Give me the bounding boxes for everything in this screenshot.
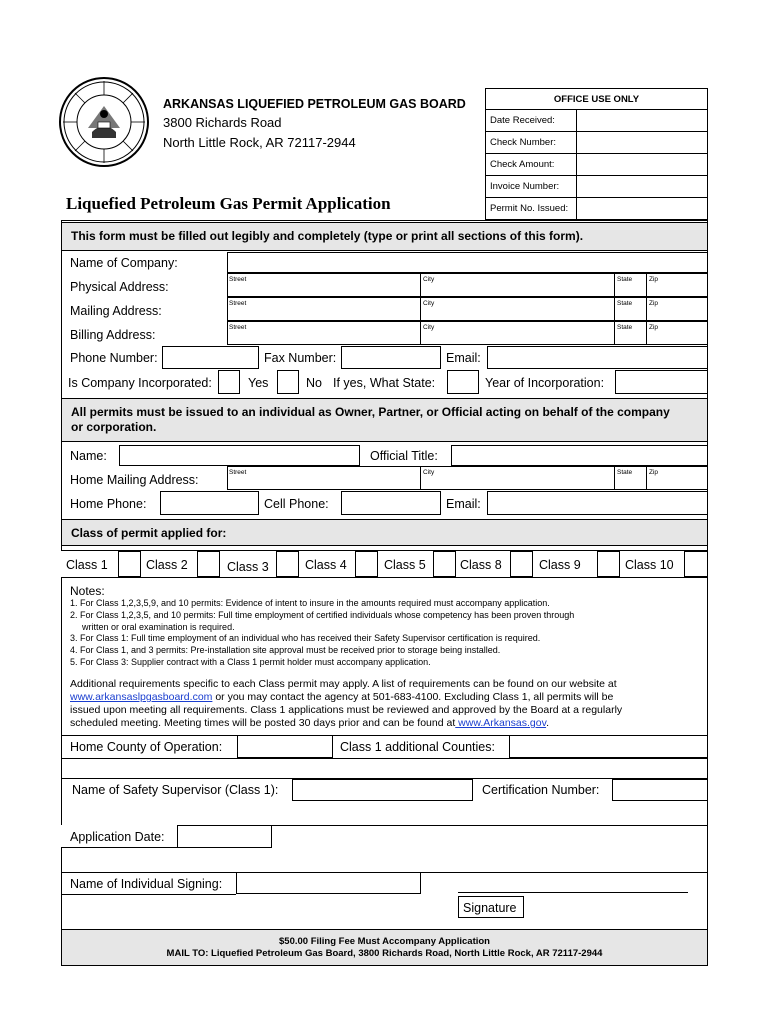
requirements-line-4 [70, 717, 706, 730]
class-8-label: Class 8 [460, 558, 502, 572]
class-10-checkbox[interactable] [684, 551, 708, 577]
website-link[interactable]: www.arkansaslpgasboard.com [70, 691, 213, 703]
mailing-address-field[interactable] [227, 297, 708, 321]
requirements-line-4-text: scheduled meeting. Meeting times will be posted 30 days prior and can be found at [70, 717, 456, 729]
requirements-line-3: issued upon meeting all requirements. Class 1 applications must be reviewed and approved by the Board at a regularly [70, 704, 623, 716]
home-county-label: Home County of Operation: [70, 740, 223, 754]
incorporation-year-label: Year of Incorporation: [485, 376, 605, 390]
incorporated-no-checkbox[interactable] [277, 370, 299, 394]
individual-signing-label: Name of Individual Signing: [70, 877, 223, 891]
incorporated-state-field[interactable] [447, 370, 479, 394]
phone-field[interactable] [162, 346, 259, 369]
class-3-checkbox[interactable] [276, 551, 299, 577]
physical-address-field[interactable] [227, 273, 708, 297]
class-2-label: Class 2 [146, 558, 188, 572]
arkansas-gov-link[interactable]: www.Arkansas.gov [455, 717, 547, 729]
requirements-paragraph [70, 678, 706, 730]
cell-phone-label: Cell Phone: [264, 497, 329, 511]
address-line-1: 3800 Richards Road [163, 115, 282, 130]
home-phone-field[interactable] [160, 491, 259, 515]
certification-field[interactable] [612, 779, 708, 801]
physical-address-label: Physical Address: [70, 280, 169, 294]
physical-state-hint: State [617, 276, 633, 283]
official-title-field[interactable] [451, 445, 708, 466]
physical-city-hint: City [423, 276, 435, 283]
class-4-checkbox[interactable] [355, 551, 378, 577]
mailing-zip-hint: Zip [649, 300, 659, 307]
class-5-label: Class 5 [384, 558, 426, 572]
class-9-checkbox[interactable] [597, 551, 620, 577]
company-email-label: Email: [446, 351, 481, 365]
cell-phone-field[interactable] [341, 491, 441, 515]
individual-email-label: Email: [446, 497, 481, 511]
note-2: 2. For Class 1,2,3,5, and 10 permits: Full time employment of certified individuals whose competency has been proven through [70, 610, 575, 620]
mailing-city-hint: City [423, 300, 435, 307]
home-street-hint: Street [229, 469, 247, 476]
home-state-hint: State [617, 469, 633, 476]
mailing-street-hint: Street [229, 300, 247, 307]
office-date-received: Date Received: [486, 110, 577, 132]
class-2-checkbox[interactable] [197, 551, 220, 577]
incorporation-year-field[interactable] [615, 370, 708, 394]
requirements-line-2 [70, 691, 706, 704]
incorporated-no-label: No [306, 376, 322, 390]
office-permit-issued: Permit No. Issued: [486, 198, 577, 220]
class-9-label: Class 9 [539, 558, 581, 572]
office-check-amount-field[interactable] [577, 154, 708, 176]
instructions-text: This form must be filled out legibly and completely (type or print all sections of this form). [71, 229, 584, 243]
class-1-label: Class 1 [66, 558, 108, 572]
requirements-line-2-text: or you may contact the agency at 501-683-4100. Excluding Class 1, all permits will be [212, 691, 614, 703]
billing-zip-hint: Zip [649, 324, 659, 331]
class-10-label: Class 10 [625, 558, 674, 572]
physical-street-hint: Street [229, 276, 247, 283]
requirements-line-1: Additional requirements specific to each Class permit may apply. A list of requirements can be found on our website at [70, 678, 617, 690]
office-use-title: OFFICE USE ONLY [486, 89, 708, 110]
notes-heading: Notes: [70, 584, 105, 598]
billing-address-label: Billing Address: [70, 328, 156, 342]
mailing-address-label: Mailing Address: [70, 304, 162, 318]
home-phone-label: Home Phone: [70, 497, 147, 511]
incorporated-yes-label: Yes [248, 376, 269, 390]
class-4-label: Class 4 [305, 558, 347, 572]
mailing-state-hint: State [617, 300, 633, 307]
office-invoice-number-field[interactable] [577, 176, 708, 198]
board-name: ARKANSAS LIQUEFIED PETROLEUM GAS BOARD [163, 97, 466, 111]
class-5-checkbox[interactable] [433, 551, 456, 577]
fax-field[interactable] [341, 346, 441, 369]
billing-state-hint: State [617, 324, 633, 331]
company-email-field[interactable] [487, 346, 708, 369]
filing-fee-text: $50.00 Filing Fee Must Accompany Application [279, 936, 490, 947]
individual-name-label: Name: [70, 449, 107, 463]
incorporated-state-label: If yes, What State: [333, 376, 436, 390]
class-8-checkbox[interactable] [510, 551, 533, 577]
billing-city-hint: City [423, 324, 435, 331]
official-title-label: Official Title: [370, 449, 438, 463]
office-check-number: Check Number: [486, 132, 577, 154]
individual-signing-field[interactable] [236, 872, 421, 894]
note-5: 5. For Class 3: Supplier contract with a Class 1 permit holder must accompany application. [70, 657, 431, 667]
safety-supervisor-label: Name of Safety Supervisor (Class 1): [72, 783, 279, 797]
phone-label: Phone Number: [70, 351, 158, 365]
billing-street-hint: Street [229, 324, 247, 331]
mail-to-text: MAIL TO: Liquefied Petroleum Gas Board, 3800 Richards Road, North Little Rock, AR 72117-2944 [166, 948, 603, 959]
note-3: 3. For Class 1: Full time employment of an individual who has received their Safety Supervisor certification is required. [70, 633, 541, 643]
note-1: 1. For Class 1,2,3,5,9, and 10 permits: Evidence of intent to insure in the amounts required must accompany application. [70, 598, 550, 608]
home-city-hint: City [423, 469, 435, 476]
additional-counties-field[interactable] [509, 735, 708, 758]
home-zip-hint: Zip [649, 469, 659, 476]
home-mailing-field[interactable] [227, 466, 708, 490]
incorporated-label: Is Company Incorporated: [68, 376, 212, 390]
requirements-end: . [546, 717, 549, 729]
footer-banner [62, 929, 707, 965]
office-use-table [485, 88, 708, 220]
address-line-2: North Little Rock, AR 72117-2944 [163, 135, 356, 150]
office-permit-issued-field[interactable] [577, 198, 708, 220]
note-2-continued: written or oral examination is required. [82, 622, 235, 632]
incorporated-yes-checkbox[interactable] [218, 370, 240, 394]
office-invoice-number: Invoice Number: [486, 176, 577, 198]
fax-label: Fax Number: [264, 351, 337, 365]
safety-supervisor-field[interactable] [292, 779, 473, 801]
individual-banner-text: All permits must be issued to an individual as Owner, Partner, or Official acting on behalf of the company or corporation. [71, 405, 670, 434]
application-date-field[interactable] [177, 825, 272, 848]
class-3-label: Class 3 [227, 560, 269, 574]
signature-label: Signature [463, 901, 517, 915]
signature-line [458, 892, 688, 893]
office-check-number-field[interactable] [577, 132, 708, 154]
home-county-field[interactable] [237, 735, 333, 758]
billing-address-field[interactable] [227, 321, 708, 345]
office-date-received-field[interactable] [577, 110, 708, 132]
form-title: Liquefied Petroleum Gas Permit Application [66, 194, 391, 213]
agency-seal [58, 76, 150, 168]
application-date-label: Application Date: [70, 830, 165, 844]
physical-zip-hint: Zip [649, 276, 659, 283]
class-1-checkbox[interactable] [118, 551, 141, 577]
individual-email-field[interactable] [487, 491, 708, 515]
permit-class-banner-text: Class of permit applied for: [71, 526, 227, 540]
note-4: 4. For Class 1, and 3 permits: Pre-installation site approval must be received prior to storage being installed. [70, 645, 501, 655]
home-mailing-label: Home Mailing Address: [70, 473, 199, 487]
certification-label: Certification Number: [482, 783, 600, 797]
additional-counties-label: Class 1 additional Counties: [340, 740, 495, 754]
office-check-amount: Check Amount: [486, 154, 577, 176]
individual-name-field[interactable] [119, 445, 360, 466]
additional-counties-field-2[interactable] [61, 758, 708, 779]
company-name-label: Name of Company: [70, 256, 178, 270]
company-name-field[interactable] [227, 252, 708, 273]
